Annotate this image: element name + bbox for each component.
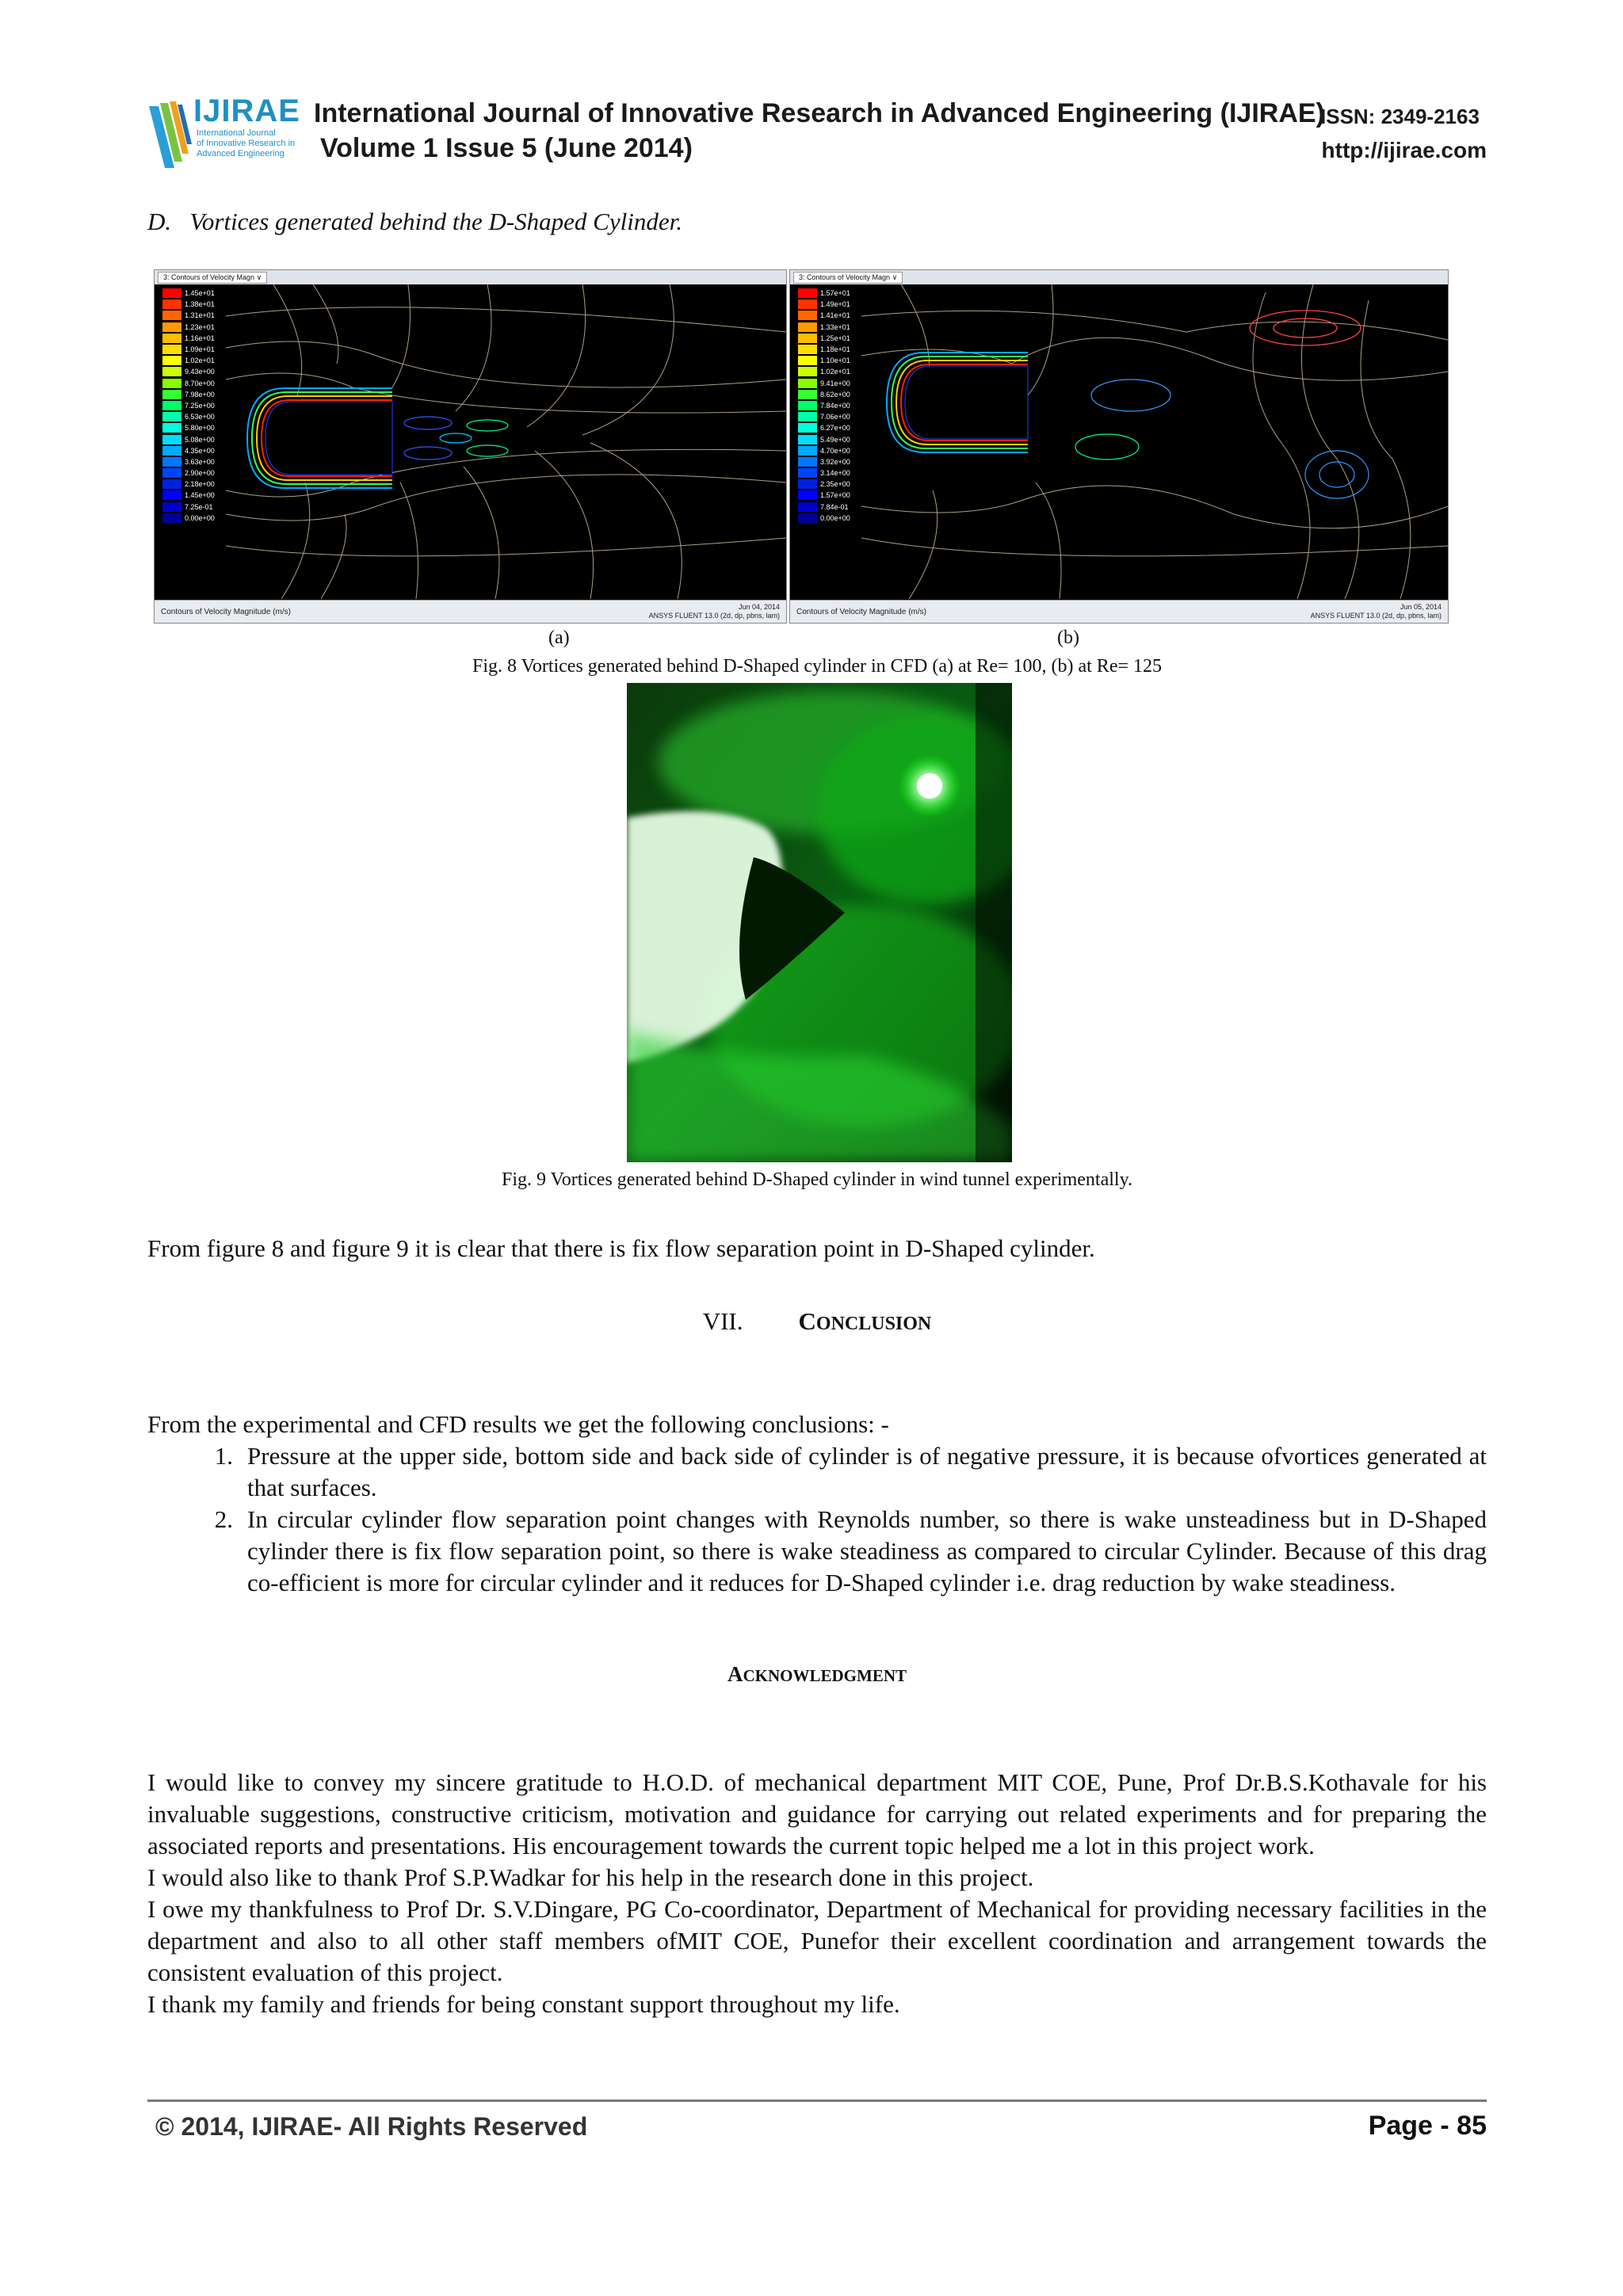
legend-value: 0.00e+00 (820, 513, 850, 522)
legend-swatch (162, 490, 181, 500)
cfd-status-bar: Contours of Velocity Magnitude (m/s) Jun 04, 2014 ANSYS FLUENT 13.0 (2d, dp, pbns, lam) (155, 600, 786, 623)
list-item: 1. Pressure at the upper side, bottom side and back side of cylinder is of negative pressure, it is because ofvortices generated at that surfaces. (214, 1442, 1487, 1501)
legend-entry (798, 288, 858, 299)
legend-entry (798, 422, 858, 433)
list-item: 2. In circular cylinder flow separation point changes with Reynolds number, so there is wake unsteadiness but in D-Shaped cylinder there is fix flow separation point, so there is wake steadiness as compared to circular Cylinder. Because of this drag co-efficient is more for circular cylinder and it reduces for D-Shaped cylinder i.e. drag reduction by wake steadiness. (214, 1505, 1487, 1596)
legend-entry (798, 467, 858, 479)
legend-value: 4.35e+00 (185, 446, 215, 455)
legend-entry (162, 490, 223, 501)
journal-url[interactable]: http://ijirae.com (1321, 138, 1487, 162)
legend-value: 3.14e+00 (820, 469, 850, 478)
legend-value: 1.45e+01 (185, 289, 215, 298)
legend-entry (162, 400, 223, 411)
legend-value: 5.49e+00 (820, 435, 850, 444)
legend-value: 7.98e+00 (185, 390, 215, 399)
footer-divider (147, 2100, 1487, 2102)
issn: ISSN: 2349-2163 (1320, 105, 1480, 128)
subfigure-label-b: (b) (1057, 627, 1079, 648)
legend-value: 7.84e-01 (820, 502, 849, 511)
legend-entry (798, 456, 858, 467)
legend-swatch (798, 356, 817, 365)
legend-swatch (798, 468, 817, 478)
legend-swatch (162, 502, 181, 512)
legend-entry (162, 456, 223, 467)
legend-entry (798, 433, 858, 444)
legend-value: 1.57e+00 (820, 491, 850, 500)
legend-entry (162, 411, 223, 422)
legend-entry (162, 378, 223, 389)
wind-tunnel-photo (627, 683, 1012, 1162)
legend-value: 5.08e+00 (185, 435, 215, 444)
legend-swatch (162, 367, 181, 376)
legend-swatch (798, 334, 817, 343)
legend-swatch (798, 502, 817, 512)
legend-swatch (798, 435, 817, 444)
legend-swatch (798, 401, 817, 410)
legend-value: 2.18e+00 (185, 480, 215, 489)
legend-swatch (162, 311, 181, 320)
body-paragraph: I would also like to thank Prof S.P.Wadkar for his help in the research done in this project. (147, 1863, 1034, 1891)
legend-value: 1.25e+01 (820, 334, 850, 342)
legend-swatch (162, 345, 181, 354)
legend-entry (798, 490, 858, 501)
legend-entry (162, 288, 223, 299)
body-paragraph: From figure 8 and figure 9 it is clear that there is fix flow separation point in D-Shaped cylinder. (147, 1234, 1095, 1262)
legend-value: 1.33e+01 (820, 322, 850, 331)
legend-swatch (162, 457, 181, 467)
legend-swatch (162, 390, 181, 399)
legend-value: 5.80e+00 (185, 424, 215, 433)
legend-entry (162, 389, 223, 400)
legend-value: 1.38e+01 (185, 300, 215, 309)
legend-entry (162, 422, 223, 433)
copyright: © 2014, IJIRAE- All Rights Reserved (155, 2112, 588, 2141)
legend-entry (798, 310, 858, 321)
legend-entry (798, 502, 858, 513)
legend-swatch (798, 479, 817, 489)
legend-entry (798, 366, 858, 377)
legend-swatch (162, 288, 181, 298)
legend-entry (798, 445, 858, 456)
legend-value: 1.02e+01 (185, 357, 215, 365)
conclusion-list (147, 1440, 1487, 1599)
cfd-toolbar (790, 270, 1448, 284)
legend-swatch (162, 513, 181, 523)
cfd-figure-a (154, 269, 787, 624)
legend-swatch (798, 412, 817, 421)
body-paragraph: I thank my family and friends for being constant support throughout my life. (147, 1990, 900, 2018)
legend-swatch (798, 288, 817, 298)
figure-caption: Fig. 9 Vortices generated behind D-Shaped cylinder in wind tunnel experimentally. (501, 1169, 1133, 1190)
legend-entry (798, 322, 858, 333)
legend-swatch (162, 356, 181, 365)
section-heading-conclusion: VII. CONCLUSION (702, 1307, 932, 1335)
display-dropdown[interactable]: 3: Contours of Velocity Magn ∨ (793, 272, 903, 284)
velocity-contour-plot (155, 284, 786, 599)
legend-value: 7.06e+00 (820, 413, 850, 421)
legend-value: 6.53e+00 (185, 413, 215, 421)
legend-swatch (798, 299, 817, 309)
legend-swatch (162, 379, 181, 388)
volume-issue: Volume 1 Issue 5 (June 2014) (320, 133, 693, 163)
legend-entry (798, 513, 858, 524)
legend-entry (798, 479, 858, 490)
legend-swatch (798, 379, 817, 388)
legend-swatch (162, 446, 181, 456)
legend-value: 1.09e+01 (185, 345, 215, 354)
display-dropdown[interactable]: 3: Contours of Velocity Magn ∨ (158, 272, 267, 284)
legend-swatch (798, 513, 817, 523)
page-number: Page - 85 (1368, 2111, 1487, 2141)
legend-entry (798, 333, 858, 344)
cfd-toolbar (155, 270, 786, 284)
legend-value: 1.49e+01 (820, 300, 850, 309)
legend-swatch (798, 367, 817, 376)
logo-subtitle: International Journal of Innovative Research in Advanced Engineering (197, 128, 296, 158)
legend-value: 1.10e+01 (820, 357, 850, 365)
legend-entry (798, 355, 858, 366)
legend-entry (162, 467, 223, 479)
legend-value: 1.41e+01 (820, 311, 850, 320)
velocity-contour-plot (790, 284, 1448, 599)
legend-swatch (798, 490, 817, 500)
legend-swatch (798, 322, 817, 332)
legend-swatch (162, 468, 181, 478)
journal-title: International Journal of Innovative Research in Advanced Engineering (IJIRAE) (314, 98, 1325, 128)
logo-wordmark: IJIRAE (193, 93, 300, 128)
legend-entry (162, 513, 223, 524)
legend-entry (798, 389, 858, 400)
legend-swatch (162, 401, 181, 410)
legend-value: 4.70e+00 (820, 446, 850, 455)
legend-swatch (798, 446, 817, 456)
acknowledgment-text (147, 1767, 1487, 2020)
legend-value: 1.02e+01 (820, 368, 850, 376)
legend-entry (162, 310, 223, 321)
cfd-figure-b (789, 269, 1449, 624)
legend-swatch (162, 322, 181, 332)
legend-value: 6.27e+00 (820, 424, 850, 433)
subfigure-label-a: (a) (548, 627, 570, 648)
legend-value: 1.57e+01 (820, 289, 850, 298)
legend-value: 0.00e+00 (185, 513, 215, 522)
legend-value: 1.18e+01 (820, 345, 850, 354)
legend-entry (798, 344, 858, 355)
legend-value: 1.45e+00 (185, 491, 215, 500)
legend-swatch (162, 334, 181, 343)
legend-entry (162, 355, 223, 366)
legend-value: 3.92e+00 (820, 457, 850, 466)
legend-swatch (798, 423, 817, 433)
legend-entry (162, 366, 223, 377)
journal-logo (147, 93, 306, 173)
body-paragraph: From the experimental and CFD results we get the following conclusions: - (147, 1410, 889, 1438)
legend-swatch (798, 345, 817, 354)
legend-entry (798, 299, 858, 310)
legend-value: 1.23e+01 (185, 322, 215, 331)
color-legend (798, 288, 858, 524)
body-paragraph: I would like to convey my sincere gratitude to H.O.D. of mechanical department MIT COE, Pune, Prof Dr.B.S.Kothavale for his invaluable suggestions, constructive criticism, motivation and guidance for carrying out related experiments and for preparing the associated reports and presentations. His encouragement towards the current topic helped me a lot in this project work. (147, 1768, 1487, 1859)
legend-value: 8.70e+00 (185, 379, 215, 387)
legend-swatch (162, 435, 181, 444)
section-heading-acknowledgment: ACKNOWLEDGMENT (727, 1662, 907, 1686)
legend-value: 3.63e+00 (185, 457, 215, 466)
legend-swatch (798, 311, 817, 320)
legend-value: 7.84e+00 (820, 401, 850, 410)
legend-entry (162, 433, 223, 444)
legend-entry (162, 322, 223, 333)
legend-entry (162, 502, 223, 513)
legend-entry (162, 344, 223, 355)
body-paragraph: I owe my thankfulness to Prof Dr. S.V.Dingare, PG Co-coordinator, Department of Mechanical for providing necessary facilities in the department and also to all other staff members ofMIT COE, Punefor their excellent coordination and arrangement towards the consistent evaluation of this project. (147, 1895, 1487, 1986)
cfd-status-bar: Contours of Velocity Magnitude (m/s) Jun 05, 2014 ANSYS FLUENT 13.0 (2d, dp, pbns, lam) (790, 600, 1448, 623)
legend-value: 9.41e+00 (820, 379, 850, 387)
legend-value: 2.90e+00 (185, 469, 215, 478)
legend-value: 1.16e+01 (185, 334, 215, 342)
legend-entry (798, 378, 858, 389)
legend-entry (798, 411, 858, 422)
legend-swatch (162, 479, 181, 489)
flow-visualization-image (627, 683, 1012, 1162)
legend-entry (162, 479, 223, 490)
legend-value: 7.25e-01 (185, 502, 213, 511)
legend-value: 1.31e+01 (185, 311, 215, 320)
legend-entry (798, 400, 858, 411)
legend-value: 9.43e+00 (185, 368, 215, 376)
legend-entry (162, 333, 223, 344)
legend-swatch (162, 299, 181, 309)
legend-entry (162, 299, 223, 310)
legend-swatch (798, 390, 817, 399)
legend-swatch (798, 457, 817, 467)
legend-swatch (162, 412, 181, 421)
legend-value: 8.62e+00 (820, 390, 850, 399)
page-header (147, 93, 1487, 173)
color-legend (162, 288, 223, 524)
logo-stripes-icon (147, 98, 192, 170)
figure-caption: Fig. 8 Vortices generated behind D-Shaped cylinder in CFD (a) at Re= 100, (b) at Re= 125 (472, 656, 1162, 677)
legend-swatch (162, 423, 181, 433)
legend-value: 2.35e+00 (820, 480, 850, 489)
legend-entry (162, 445, 223, 456)
section-heading: D. Vortices generated behind the D-Shaped Cylinder. (147, 208, 682, 235)
legend-value: 7.25e+00 (185, 401, 215, 410)
